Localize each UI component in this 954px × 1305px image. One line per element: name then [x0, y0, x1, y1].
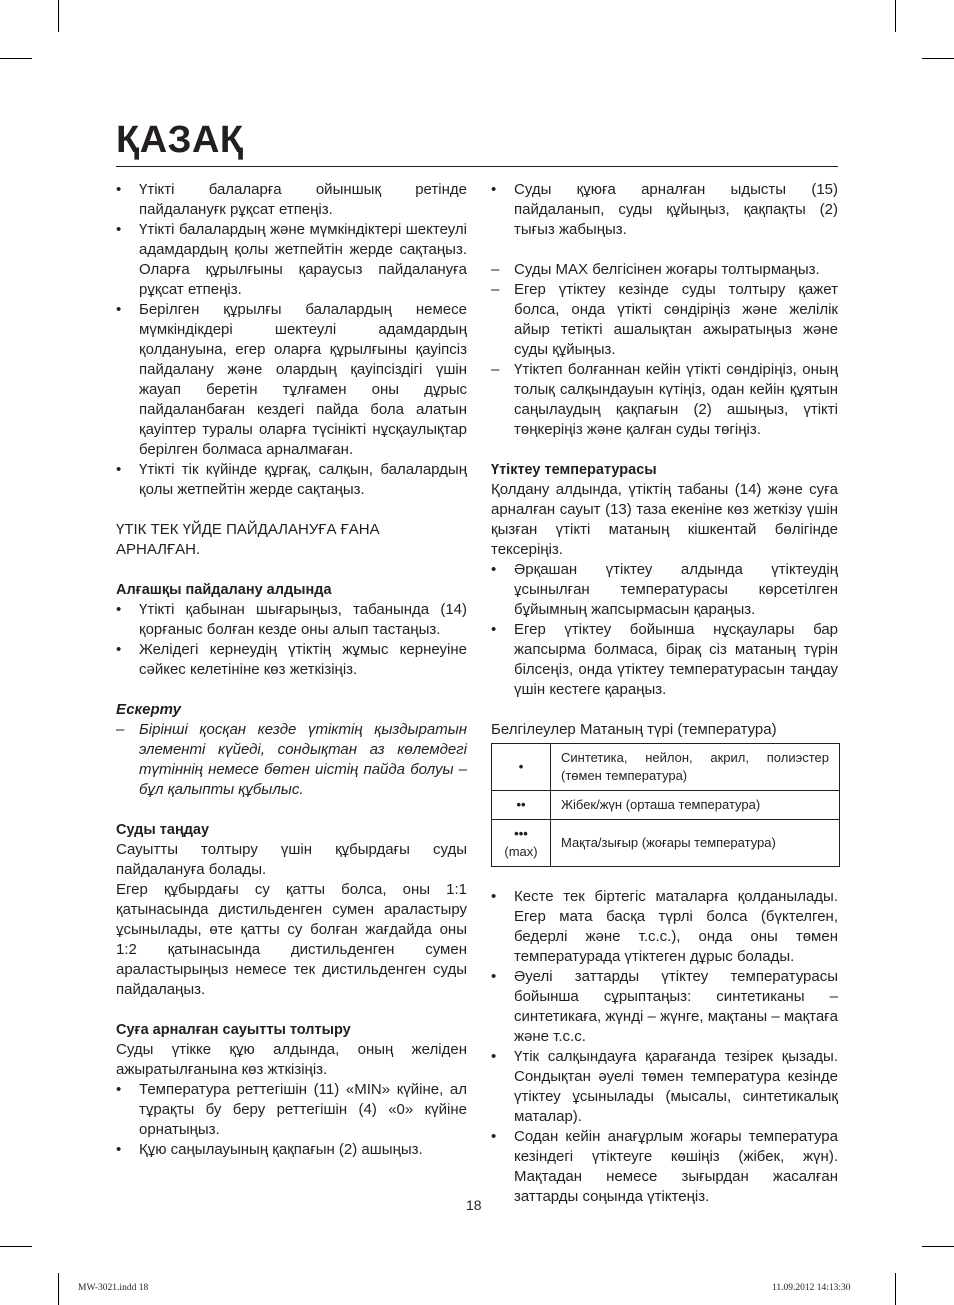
list-item-text: Үтікті қабынан шығарыңыз, табанында (14) қорғаныс болған кезде оны алып тастаңыз. — [139, 601, 467, 638]
bullet-marker: • — [116, 301, 122, 318]
list-item — [491, 620, 838, 700]
table-cell-mark — [492, 791, 551, 820]
list-item — [491, 260, 838, 280]
page-title: ҚАЗАҚ — [116, 119, 244, 161]
bullet-marker: • — [116, 461, 122, 478]
list-item — [491, 887, 838, 967]
dash-marker: – — [491, 361, 500, 378]
dot-mark: •• — [516, 797, 526, 812]
first-use-bullets — [116, 600, 467, 680]
list-item — [491, 1047, 838, 1127]
list-item — [491, 180, 838, 240]
paragraph: Сауытты толтыру үшін құбырдағы суды пайдалануға болады. — [116, 841, 467, 878]
list-item-text: Үтіктеп болғаннан кейін үтікті сөндіріңіз, оның толық салқындауын күтіңіз, одан кейін құятын саңылаудың қақпағын (2) ашыңыз, үтікті төңкеріңіз және қалған суды төгіңіз. — [514, 361, 838, 438]
right-column — [491, 180, 838, 1207]
list-item — [116, 600, 467, 640]
list-item-text: Әрқашан үтіктеу алдында үтіктеудің ұсынылған температурасы көрсетілген бұйымның жапсырмасын қараңыз. — [514, 561, 838, 618]
footer-timestamp: 11.09.2012 14:13:30 — [772, 1283, 851, 1293]
crop-mark — [58, 0, 59, 32]
table-row — [492, 820, 840, 867]
bullet-marker: • — [491, 621, 497, 638]
bullet-marker: • — [491, 1128, 497, 1145]
bullet-marker: • — [116, 221, 122, 238]
paragraph: Егер құбырдағы су қатты болса, оны 1:1 қатынасында дистильденген сумен араластыру ұсынылады, өте қатты су болған жағдайда оны 1:2 қатынасында дистильденген сумен араластырыңыз немесе тек дистильденген суды пайдалаңыз. — [116, 881, 467, 998]
list-item — [491, 280, 838, 360]
table-row — [492, 791, 840, 820]
list-item-text: Бірінші қосқан кезде үтіктің қыздыратын элементі күйеді, сондықтан аз көлемдегі түтіннің немесе бөтен иістің пайда болуы – бұл қалыпты құбылыс. — [139, 721, 467, 798]
bullet-marker: • — [116, 1141, 122, 1158]
bullet-marker: • — [491, 888, 497, 905]
dot-mark: • — [518, 759, 524, 774]
list-item — [491, 967, 838, 1047]
list-item — [116, 220, 467, 300]
section-heading-water: Суды таңдау — [116, 822, 210, 838]
paragraph: Суды үтікке құю алдында, оның желіден ажыратылғанына көз жткізіңіз. — [116, 1041, 467, 1078]
list-item — [116, 1140, 467, 1160]
list-item-text: Суды құюға арналған ыдысты (15) пайдаланып, суды құйыңыз, қақпақты (2) тығыз жабыңыз. — [514, 181, 838, 238]
dash-marker: – — [491, 281, 500, 298]
table-row — [492, 744, 840, 791]
table-cell-mark — [492, 820, 551, 867]
table-cell-mark — [492, 744, 551, 791]
footer-file-info: MW-3021.indd 18 — [78, 1283, 149, 1293]
list-item — [491, 1127, 838, 1207]
list-item — [116, 1080, 467, 1140]
list-item-text: Үтік салқындауға қарағанда тезірек қызады. Сондықтан әуелі төмен температура кезінде үтіктеу ұсынылады (мысалы, синтетикалық маталар). — [514, 1048, 838, 1125]
table-notes-bullets — [491, 887, 838, 1207]
list-item-text: Берілген құрылғы балалардың немесе мүмкіндікдері шектеулі адамдардың қолдануына, егер оларға құрылғыны қауіпсіз пайдалану және олардың қауіпсіздігі үшін жауап беретін тұлғамен оны дұрыс пайдаланбаған кездегі пайда бола алатын қауіптер туралы оларға түсінікті нұсқаулықтар берілген болмаса арналмаған. — [139, 301, 467, 458]
table-cell-desc: Жібек/жүн (орташа температура) — [551, 791, 840, 820]
bullet-marker: • — [116, 601, 122, 618]
list-item — [116, 460, 467, 500]
title-rule — [116, 166, 838, 167]
left-column — [116, 180, 467, 1160]
note-items — [116, 720, 467, 800]
bullet-marker: • — [116, 1081, 122, 1098]
crop-mark — [0, 1246, 32, 1247]
list-item — [491, 360, 838, 440]
list-item-text: Суды MAX белгісінен жоғары толтырмаңыз. — [514, 261, 820, 278]
crop-mark — [895, 1273, 896, 1305]
dash-marker: – — [491, 261, 500, 278]
dot-mark: ••• — [514, 826, 528, 841]
list-item-text: Желідегі кернеудің үтіктің жұмыс кернеуіне сәйкес келетініне көз жеткізіңіз. — [139, 641, 467, 678]
note-heading: Ескерту — [116, 701, 181, 718]
crop-mark — [0, 58, 32, 59]
list-item-text: Егер үтіктеу бойынша нұсқаулары бар жапсырма болмаса, бірақ сіз матаның түрін білсеңіз, онда үтіктеу температурасын таңдау үшін кестеге қараңыз. — [514, 621, 838, 698]
table-cell-desc: Синтетика, нейлон, акрил, полиэстер (төмен температура) — [551, 744, 840, 791]
page-number: 18 — [466, 1197, 482, 1213]
fill-dash-items — [491, 260, 838, 440]
bullet-marker: • — [491, 561, 497, 578]
list-item-text: Әуелі заттарды үтіктеу температурасы бойынша сұрыптаңыз: синтетиканы – синтетикаға, жүнді – жүнге, мақтаны – мақтаға және т.с.с. — [514, 968, 838, 1045]
safety-bullets — [116, 180, 467, 500]
list-item-text: Үтікті балалардың және мүмкіндіктері шектеулі адамдардың қолы жетпейтін жерде сақтаңыз. Оларға құрылғыны қараусыз пайдалануға рұқсат етпеңіз. — [139, 221, 467, 298]
list-item — [116, 640, 467, 680]
list-item-text: Кесте тек біртегіс маталарға қолданылады. Егер мата басқа түрлі болса (бүктелген, бедерлі және т.с.с.), онда оны төмен температурада үтіктеген дұрыс болады. — [514, 888, 838, 965]
home-use-notice: ҮТІК ТЕК ҮЙДЕ ПАЙДАЛАНУҒА ҒАНА АРНАЛҒАН. — [116, 521, 380, 558]
paragraph: Қолдану алдында, үтіктің табаны (14) және суға арналған сауыт (13) таза екеніне көз жеткізу үшін қызған үтікті матаның кішкентай бөлігінде тексеріңіз. — [491, 481, 838, 558]
bullet-marker: • — [116, 181, 122, 198]
list-item — [116, 300, 467, 460]
list-item — [116, 180, 467, 220]
list-item-text: Температура реттегішін (11) «MIN» күйіне, ал тұрақты бу беру реттегішін (4) «0» күйіне орнатыңыз. — [139, 1081, 467, 1138]
crop-mark — [58, 1273, 59, 1305]
list-item-text: Құю саңылауының қақпағын (2) ашыңыз. — [139, 1141, 423, 1158]
bullet-marker: • — [491, 968, 497, 985]
section-heading-temperature: Үтіктеу температурасы — [491, 462, 657, 478]
list-item-text: Үтікті балаларға ойыншық ретінде пайдалануғк рұқсат етпеңіз. — [139, 181, 467, 218]
list-item — [116, 720, 467, 800]
fill-continued-bullets — [491, 180, 838, 240]
temperature-table — [491, 743, 840, 867]
list-item-text: Үтікті тік күйінде құрғақ, салқын, балалардың қолы жетпейтін жерде сақтаңыз. — [139, 461, 467, 498]
section-heading-first-use: Алғашқы пайдалану алдында — [116, 582, 332, 598]
crop-mark — [922, 1246, 954, 1247]
crop-mark — [922, 58, 954, 59]
bullet-marker: • — [491, 1048, 497, 1065]
list-item-text: Содан кейін анағұрлым жоғары температура кезіндегі үтіктеуге көшіңіз (жібек, жүн). Мақтадан немесе зығырдан жасалған заттарды соңында үтіктеңіз. — [514, 1128, 838, 1205]
temperature-bullets — [491, 560, 838, 700]
bullet-marker: • — [491, 181, 497, 198]
crop-mark — [895, 0, 896, 32]
table-caption: Белгілеулер Матаның түрі (температура) — [491, 721, 777, 738]
max-label: (max) — [504, 844, 538, 859]
section-heading-fill: Суға арналған сауытты толтыру — [116, 1022, 351, 1038]
bullet-marker: • — [116, 641, 122, 658]
list-item-text: Егер үтіктеу кезінде суды толтыру қажет болса, онда үтікті сөндіріңіз және желілік айыр тетікті ашалықтан ажыратыңыз және суды құйыңыз. — [514, 281, 838, 358]
dash-marker: – — [116, 721, 125, 738]
table-cell-desc: Мақта/зығыр (жоғары температура) — [551, 820, 840, 867]
fill-bullets — [116, 1080, 467, 1160]
list-item — [491, 560, 838, 620]
